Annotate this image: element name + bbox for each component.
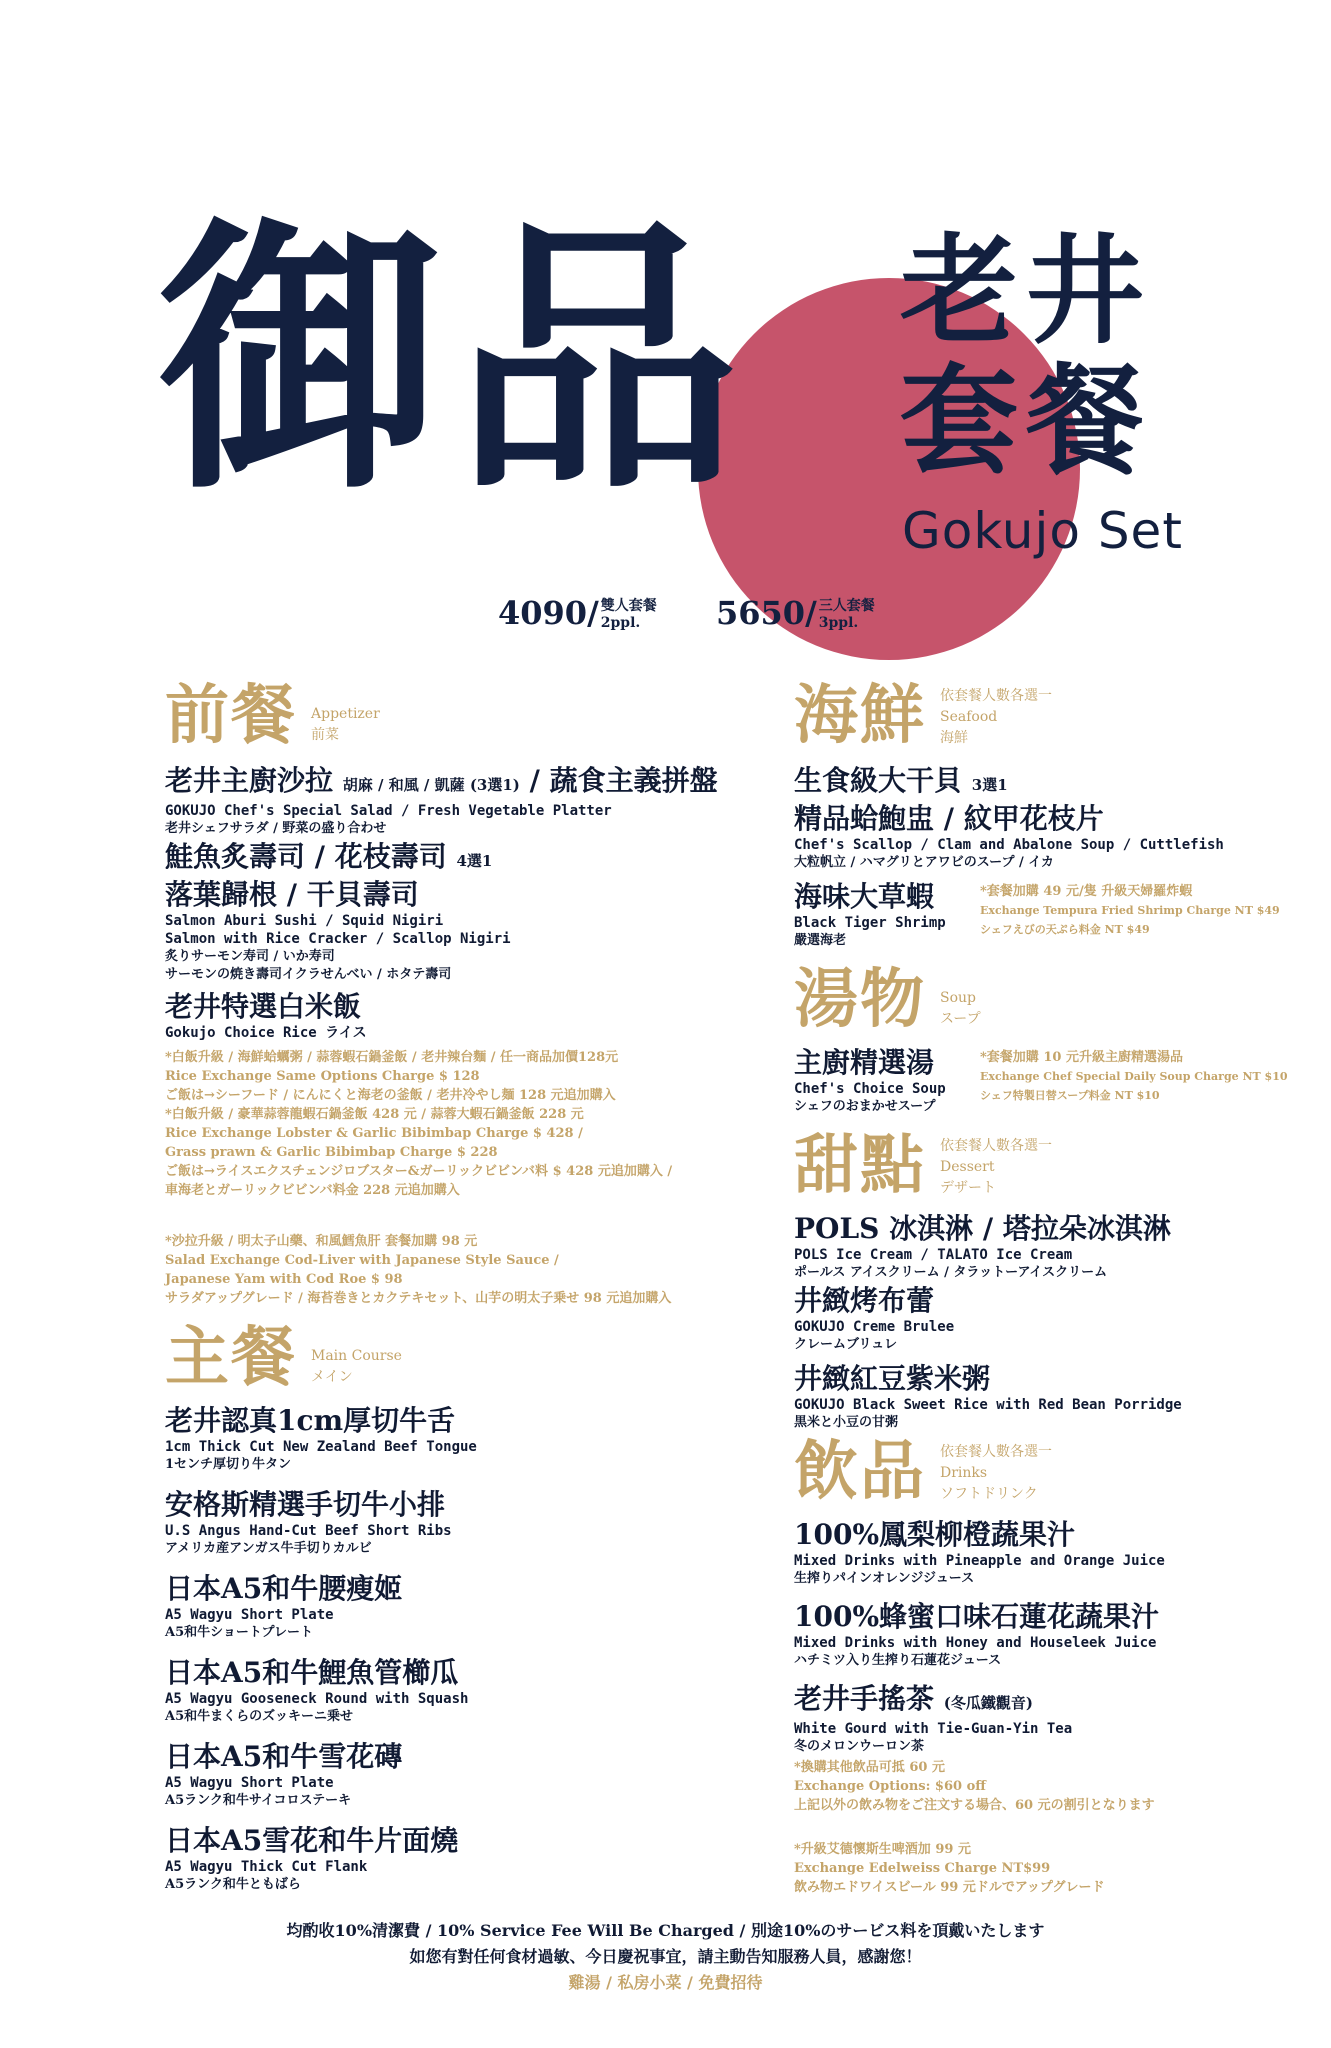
note-line: 飲み物エドワイスビール 99 元ドルでアップグレード	[794, 1880, 1105, 1895]
item-title: 老井手搖茶	[794, 1682, 935, 1715]
item-jp: 老井シェフサラダ / 野菜の盛り合わせ	[165, 821, 387, 836]
section-seafood	[794, 678, 1052, 753]
note-line: *套餐加購 49 元/隻 升級天婦羅炸蝦	[980, 884, 1193, 899]
item-title: 100%蜂蜜口味石蓮花蔬果汁	[794, 1600, 1160, 1633]
item-title: 井緻紅豆紫米粥	[794, 1362, 991, 1395]
item-en: Salmon Aburi Sushi / Squid Nigiri	[165, 913, 444, 929]
item-en: A5 Wagyu Thick Cut Flank	[165, 1859, 368, 1875]
note-line: *白飯升級 / 海鮮蛤蠣粥 / 蒜蓉蝦石鍋釜飯 / 老井辣台麵 / 任一商品加價128元	[165, 1050, 619, 1065]
price-2ppl	[498, 594, 657, 632]
note-line: Rice Exchange Lobster & Garlic Bibimbap Charge $ 428 /	[165, 1126, 583, 1141]
item-title: 生食級大干貝	[794, 764, 963, 797]
item-jp: 嚴選海老	[794, 933, 847, 948]
item-title-2: / 蔬食主義拼盤	[529, 764, 718, 797]
footer-complimentary: 雞湯 / 私房小菜 / 免費招待	[568, 1973, 763, 1992]
item-title: 日本A5和牛雪花磚	[165, 1740, 403, 1773]
salad-upgrade-notes	[165, 1232, 671, 1308]
item-en: POLS Ice Cream / TALATO Ice Cream	[794, 1247, 1073, 1263]
section-soup	[794, 962, 981, 1037]
section-dessert	[794, 1128, 1052, 1203]
item-en: Chef's Scallop / Clam and Abalone Soup / Cuttlefish	[794, 837, 1224, 853]
menu-item-salad	[165, 764, 718, 838]
item-en: 1cm Thick Cut New Zealand Beef Tongue	[165, 1439, 477, 1455]
menu-item-shrimp	[794, 880, 946, 950]
item-title: 鮭魚炙壽司 / 花枝壽司	[165, 840, 447, 873]
item-title: 老井特選白米飯	[165, 990, 362, 1023]
item-title: 100%鳳梨柳橙蔬果汁	[794, 1518, 1076, 1551]
note-line: *沙拉升級 / 明太子山藥、和風鱈魚肝 套餐加購 98 元	[165, 1234, 478, 1249]
section-jp: 海鮮	[940, 730, 968, 746]
menu-item-main	[165, 1404, 477, 1474]
price-label-en: 3ppl.	[818, 615, 859, 631]
note-line: *白飯升級 / 豪華蒜蓉龍蝦石鍋釜飯 428 元 / 蒜蓉大蝦石鍋釜飯 228 元	[165, 1107, 584, 1122]
item-en: Chef's Choice Soup	[794, 1081, 946, 1097]
menu-item-drink	[794, 1600, 1159, 1670]
item-jp: A5和牛まくらのズッキーニ乗せ	[165, 1709, 354, 1724]
item-en: GOKUJO Black Sweet Rice with Red Bean Porridge	[794, 1397, 1182, 1413]
subtitle-line-2: 套餐	[900, 351, 1153, 490]
soup-upgrade-notes	[980, 1048, 1288, 1105]
section-jp: スープ	[940, 1011, 981, 1027]
note-line: 上記以外の飲み物をご注文する場合、60 元の割引となります	[794, 1798, 1155, 1813]
section-title: 飲品	[794, 1434, 926, 1509]
item-en: Mixed Drinks with Pineapple and Orange Juice	[794, 1553, 1165, 1569]
item-en: GOKUJO Chef's Special Salad / Fresh Vegetable Platter	[165, 803, 612, 819]
section-jp: デザート	[940, 1180, 996, 1196]
item-en: A5 Wagyu Short Plate	[165, 1607, 334, 1623]
price-3ppl	[716, 594, 875, 632]
footer-allergy-notice: 如您有對任何食材過敏、今日慶祝事宜，請主動告知服務人員，感謝您！	[409, 1947, 922, 1966]
menu-item-main	[165, 1572, 402, 1642]
item-choose: 3選1	[971, 776, 1008, 794]
section-en: Soup	[940, 990, 976, 1006]
section-appetizer	[165, 678, 380, 753]
note-line: サラダアップグレード / 海苔巻きとカクテキセット、山芋の明太子乗せ 98 元追加購入	[165, 1291, 672, 1306]
item-en: A5 Wagyu Short Plate	[165, 1775, 334, 1791]
note-line: Japanese Yam with Cod Roe $ 98	[165, 1272, 403, 1287]
item-title: 安格斯精選手切牛小排	[165, 1488, 446, 1521]
note-line: Exchange Options: $60 off	[794, 1779, 986, 1794]
item-jp: 炙りサーモン寿司 / いか寿司	[165, 949, 335, 964]
section-choose: 依套餐人數各選一	[940, 1444, 1052, 1460]
menu-item-dessert	[794, 1212, 1171, 1282]
item-title: 井緻烤布蕾	[794, 1284, 935, 1317]
item-en: White Gourd with Tie-Guan-Yin Tea	[794, 1721, 1073, 1737]
price-label: 雙人套餐	[600, 598, 657, 614]
item-title-2: 落葉歸根 / 干貝壽司	[165, 878, 419, 911]
item-title: POLS 冰淇淋 / 塔拉朵冰淇淋	[794, 1212, 1171, 1245]
item-en: Black Tiger Shrimp	[794, 915, 946, 931]
item-jp: A5ランク和牛ともばら	[165, 1877, 301, 1892]
menu-item-drink	[794, 1682, 1155, 1815]
section-en: Seafood	[940, 709, 998, 725]
section-title: 前餐	[165, 678, 297, 753]
item-jp: A5和牛ショートプレート	[165, 1625, 313, 1640]
subtitle-line-1: 老井	[900, 221, 1153, 360]
item-jp: サーモンの焼き壽司イクラせんべい / ホタテ壽司	[165, 967, 452, 982]
footer	[0, 1918, 1331, 1996]
item-en: Gokujo Choice Rice ライス	[165, 1025, 367, 1041]
note-line: Exchange Edelweiss Charge NT$99	[794, 1861, 1051, 1876]
item-en: A5 Wagyu Gooseneck Round with Squash	[165, 1691, 469, 1707]
menu-item-soup	[794, 1046, 946, 1116]
drink-upgrade-notes	[794, 1840, 1105, 1897]
price-amount: 5650/	[716, 594, 817, 632]
section-jp: 前菜	[311, 727, 339, 743]
section-jp: ソフトドリンク	[940, 1486, 1038, 1502]
note-line: シェフえびの天ぷら料金 NT $49	[980, 923, 1150, 936]
item-choose: 4選1	[456, 852, 493, 870]
item-title: 老井主廚沙拉	[165, 764, 334, 797]
item-jp: 生搾りパインオレンジジュース	[794, 1571, 975, 1586]
note-line: Grass prawn & Garlic Bibimbap Charge $ 228	[165, 1145, 498, 1160]
item-title: 主廚精選湯	[794, 1046, 935, 1079]
menu-item-main	[165, 1488, 452, 1558]
section-choose: 依套餐人數各選一	[940, 1138, 1052, 1154]
item-en: U.S Angus Hand-Cut Beef Short Ribs	[165, 1523, 452, 1539]
section-title: 湯物	[794, 962, 926, 1037]
section-choose: 依套餐人數各選一	[940, 688, 1052, 704]
section-main-course	[165, 1320, 402, 1395]
item-jp: 1センチ厚切り牛タン	[165, 1457, 292, 1472]
item-title: 日本A5和牛腰瘦姬	[165, 1572, 403, 1605]
section-title: 海鮮	[794, 678, 926, 753]
section-en: Dessert	[940, 1159, 995, 1175]
item-title-2: 精品蛤鮑盅 / 紋甲花枝片	[794, 802, 1104, 835]
menu-item-main	[165, 1740, 402, 1810]
item-jp: 黒米と小豆の甘粥	[794, 1415, 899, 1430]
item-jp: アメリカ産アンガス牛手切りカルビ	[165, 1541, 372, 1556]
section-title: 甜點	[794, 1128, 926, 1203]
footer-service-fee: 均酌收10%清潔費 / 10% Service Fee Will Be Charged / 別途10%のサービス料を頂戴いたします	[286, 1921, 1045, 1940]
menu-item-rice	[165, 990, 672, 1200]
item-jp: ハチミツ入り生搾り石蓮花ジュース	[794, 1653, 1002, 1668]
menu-item-sushi	[165, 840, 511, 984]
shrimp-upgrade-notes	[980, 882, 1280, 939]
section-drinks	[794, 1434, 1052, 1509]
note-line: 車海老とガーリックビビンバ料金 228 元追加購入	[165, 1183, 460, 1198]
item-jp: 冬のメロンウーロン茶	[794, 1739, 925, 1754]
item-jp: A5ランク和牛サイコロステーキ	[165, 1793, 352, 1808]
menu-item-seafood-combo	[794, 764, 1224, 872]
item-jp: シェフのおまかせスープ	[794, 1099, 936, 1114]
note-line: ご飯は→シーフード / にんにくと海老の釜飯 / 老井冷やし麺 128 元追加購入	[165, 1088, 616, 1103]
item-title: 老井認真1cm厚切牛舌	[165, 1404, 456, 1437]
note-line: Exchange Tempura Fried Shrimp Charge NT $49	[980, 904, 1280, 917]
section-en: Appetizer	[311, 706, 380, 722]
section-jp: メイン	[311, 1369, 353, 1385]
note-line: ご飯は→ライスエクスチェンジロブスター&ガーリックビビンバ料 $ 428 元追加購入 /	[165, 1164, 673, 1179]
price-label-en: 2ppl.	[600, 615, 641, 631]
note-line: Rice Exchange Same Options Charge $ 128	[165, 1069, 480, 1084]
item-title: 日本A5和牛鯉魚管櫛瓜	[165, 1656, 459, 1689]
price-amount: 4090/	[498, 594, 599, 632]
note-line: シェフ特製日替スープ料金 NT $10	[980, 1089, 1160, 1102]
item-subtitle: (冬瓜鐵觀音)	[943, 1694, 1033, 1712]
section-title: 主餐	[165, 1320, 297, 1395]
note-line: Exchange Chef Special Daily Soup Charge NT $10	[980, 1070, 1288, 1083]
note-line: Salad Exchange Cod-Liver with Japanese Style Sauce /	[165, 1253, 559, 1268]
item-title: 海味大草蝦	[794, 880, 935, 913]
note-line: *換購其他飲品可抵 60 元	[794, 1760, 945, 1775]
menu-item-main	[165, 1656, 468, 1726]
item-jp: 大粒帆立 / ハマグリとアワビのスープ / イカ	[794, 855, 1054, 870]
menu-item-main	[165, 1824, 458, 1894]
item-options: 胡麻 / 和風 / 凱薩 (3選1)	[342, 776, 520, 794]
menu-item-dessert	[794, 1362, 1182, 1432]
item-en: Mixed Drinks with Honey and Houseleek Juice	[794, 1635, 1157, 1651]
menu-item-drink	[794, 1518, 1165, 1588]
item-en: GOKUJO Creme Brulee	[794, 1319, 955, 1335]
item-en: Salmon with Rice Cracker / Scallop Nigiri	[165, 931, 511, 947]
note-line: *升級艾德懷斯生啤酒加 99 元	[794, 1842, 971, 1857]
item-title: 日本A5雪花和牛片面燒	[165, 1824, 459, 1857]
item-jp: ポールス アイスクリーム / タラットーアイスクリーム	[794, 1265, 1108, 1280]
section-en: Drinks	[940, 1465, 988, 1481]
menu-item-dessert	[794, 1284, 954, 1354]
main-title: 御品	[158, 193, 752, 528]
section-en: Main Course	[311, 1348, 402, 1364]
price-label: 三人套餐	[818, 598, 875, 614]
english-title: Gokujo Set	[902, 502, 1183, 560]
item-jp: クレームブリュレ	[794, 1337, 898, 1352]
note-line: *套餐加購 10 元升級主廚精選湯品	[980, 1050, 1183, 1065]
